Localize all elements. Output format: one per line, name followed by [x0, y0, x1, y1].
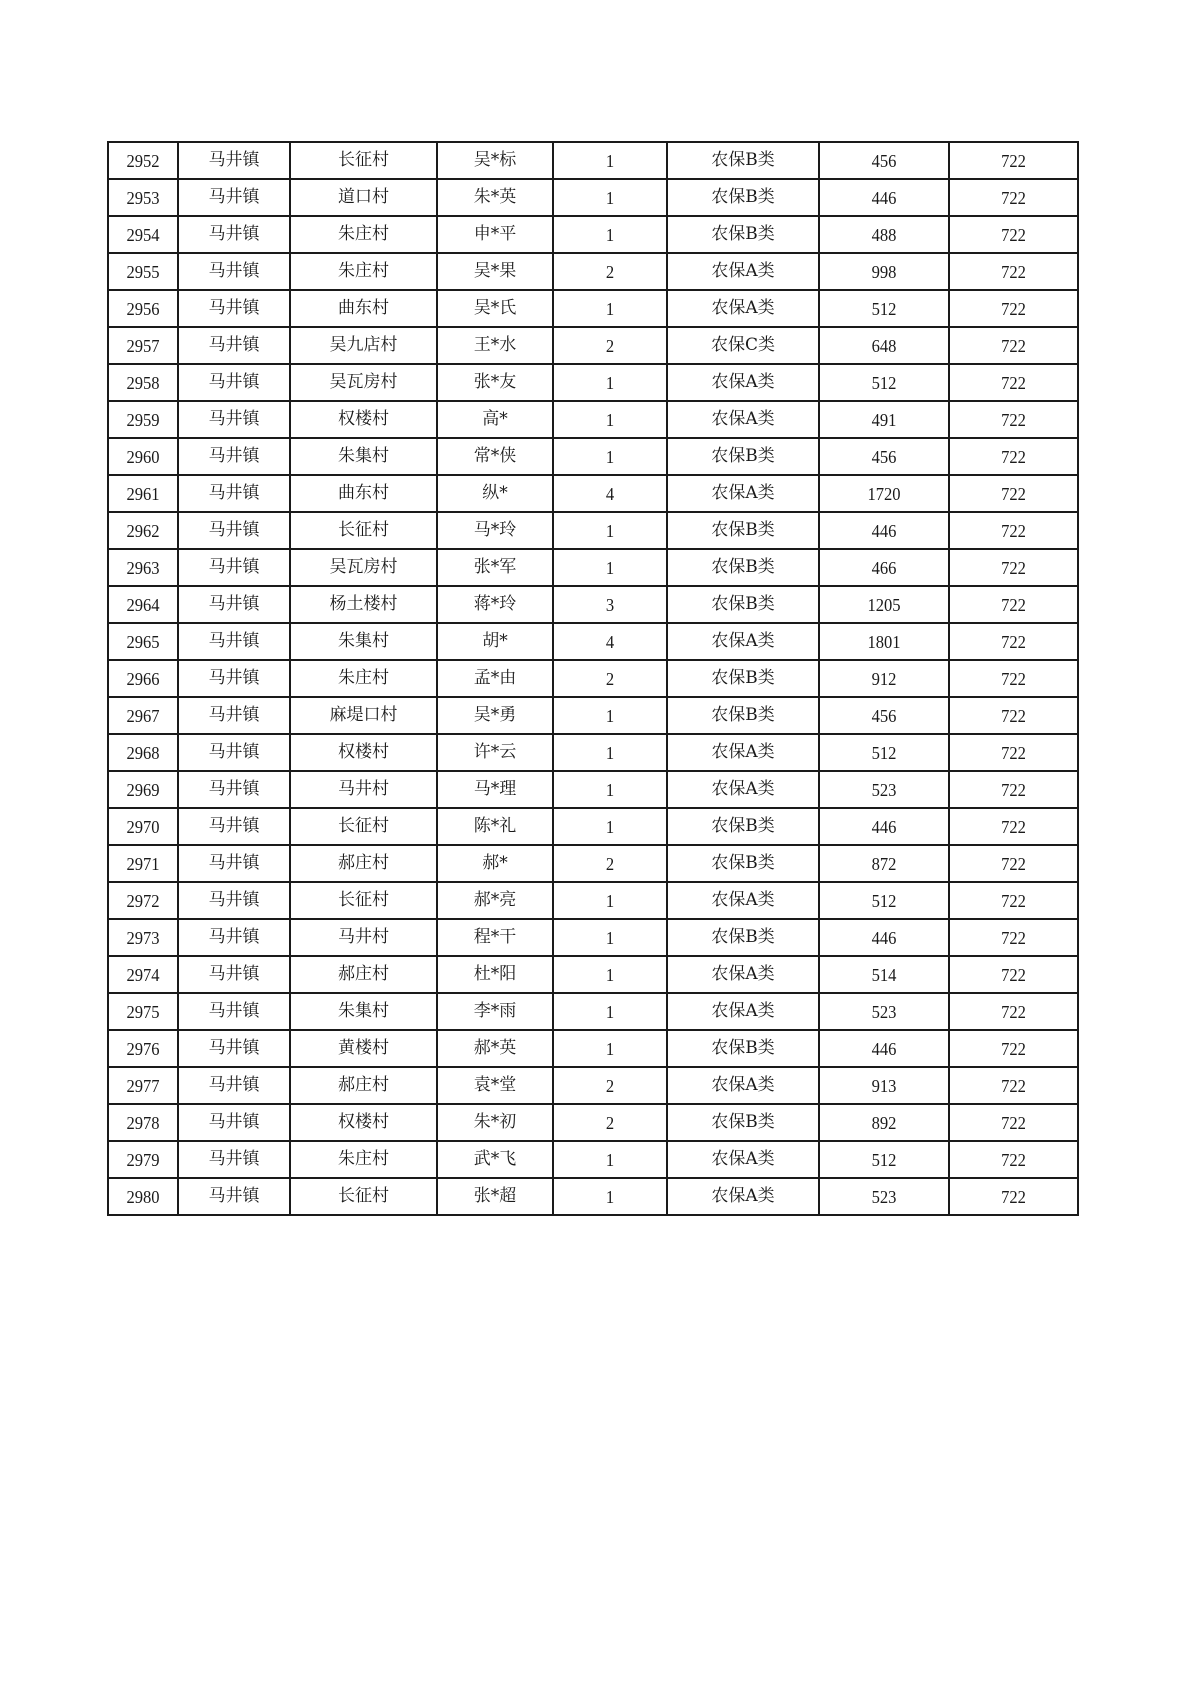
cell-amount: 648 [824, 327, 944, 364]
cell-id: 2954 [111, 216, 175, 253]
cell-count: 1 [558, 919, 663, 956]
cell-id: 2975 [111, 993, 175, 1030]
cell-category: 农保B类 [667, 919, 819, 956]
cell-id: 2979 [111, 1141, 175, 1178]
cell-name: 张*友 [437, 364, 553, 401]
cell-standard: 722 [954, 253, 1073, 290]
cell-village: 吴瓦房村 [290, 364, 437, 401]
cell-category: 农保B类 [667, 1104, 819, 1141]
cell-name: 李*雨 [437, 993, 553, 1030]
cell-name: 杜*阳 [437, 956, 553, 993]
cell-standard: 722 [954, 512, 1073, 549]
table-row [108, 919, 1078, 956]
cell-count: 2 [558, 1104, 663, 1141]
table-row [108, 179, 1078, 216]
cell-count: 4 [558, 475, 663, 512]
table-row [108, 512, 1078, 549]
cell-standard: 722 [954, 697, 1073, 734]
table-row [108, 1141, 1078, 1178]
cell-town: 马井镇 [178, 253, 290, 290]
cell-town: 马井镇 [178, 216, 290, 253]
cell-count: 2 [558, 327, 663, 364]
cell-town: 马井镇 [178, 1178, 290, 1215]
cell-id: 2962 [111, 512, 175, 549]
cell-id: 2960 [111, 438, 175, 475]
cell-village: 朱集村 [290, 993, 437, 1030]
cell-village: 朱集村 [290, 438, 437, 475]
cell-name: 吴*氏 [437, 290, 553, 327]
cell-amount: 523 [824, 993, 944, 1030]
cell-amount: 446 [824, 512, 944, 549]
table-row [108, 1030, 1078, 1067]
cell-category: 农保A类 [667, 1178, 819, 1215]
cell-town: 马井镇 [178, 882, 290, 919]
cell-count: 1 [558, 1141, 663, 1178]
cell-amount: 488 [824, 216, 944, 253]
cell-category: 农保A类 [667, 771, 819, 808]
cell-standard: 722 [954, 179, 1073, 216]
beneficiary-table [107, 141, 1079, 1216]
cell-count: 1 [558, 882, 663, 919]
cell-name: 吴*勇 [437, 697, 553, 734]
cell-amount: 512 [824, 1141, 944, 1178]
cell-town: 马井镇 [178, 845, 290, 882]
cell-village: 吴瓦房村 [290, 549, 437, 586]
cell-name: 郝*英 [437, 1030, 553, 1067]
cell-village: 杨土楼村 [290, 586, 437, 623]
cell-count: 2 [558, 845, 663, 882]
table-row [108, 290, 1078, 327]
cell-category: 农保B类 [667, 179, 819, 216]
cell-village: 黄楼村 [290, 1030, 437, 1067]
cell-category: 农保B类 [667, 1030, 819, 1067]
cell-id: 2957 [111, 327, 175, 364]
cell-amount: 446 [824, 1030, 944, 1067]
cell-standard: 722 [954, 882, 1073, 919]
cell-village: 朱集村 [290, 623, 437, 660]
cell-name: 马*玲 [437, 512, 553, 549]
cell-standard: 722 [954, 142, 1073, 179]
cell-village: 长征村 [290, 142, 437, 179]
cell-standard: 722 [954, 438, 1073, 475]
table-row [108, 993, 1078, 1030]
cell-name: 常*侠 [437, 438, 553, 475]
cell-name: 吴*标 [437, 142, 553, 179]
table-row [108, 771, 1078, 808]
cell-amount: 446 [824, 179, 944, 216]
cell-standard: 722 [954, 660, 1073, 697]
table-row [108, 549, 1078, 586]
table-row [108, 586, 1078, 623]
cell-amount: 512 [824, 734, 944, 771]
cell-standard: 722 [954, 1104, 1073, 1141]
cell-category: 农保A类 [667, 1067, 819, 1104]
cell-standard: 722 [954, 845, 1073, 882]
cell-name: 武*飞 [437, 1141, 553, 1178]
cell-id: 2973 [111, 919, 175, 956]
cell-amount: 1720 [824, 475, 944, 512]
cell-town: 马井镇 [178, 993, 290, 1030]
table-row [108, 956, 1078, 993]
cell-category: 农保B类 [667, 845, 819, 882]
cell-village: 郝庄村 [290, 956, 437, 993]
cell-amount: 456 [824, 438, 944, 475]
cell-name: 张*军 [437, 549, 553, 586]
cell-town: 马井镇 [178, 660, 290, 697]
cell-category: 农保B类 [667, 438, 819, 475]
cell-town: 马井镇 [178, 623, 290, 660]
cell-count: 1 [558, 512, 663, 549]
cell-village: 长征村 [290, 808, 437, 845]
cell-category: 农保B类 [667, 549, 819, 586]
cell-category: 农保A类 [667, 623, 819, 660]
cell-village: 道口村 [290, 179, 437, 216]
cell-town: 马井镇 [178, 327, 290, 364]
cell-count: 1 [558, 290, 663, 327]
cell-id: 2967 [111, 697, 175, 734]
cell-town: 马井镇 [178, 290, 290, 327]
cell-amount: 1801 [824, 623, 944, 660]
cell-count: 2 [558, 1067, 663, 1104]
cell-name: 申*平 [437, 216, 553, 253]
cell-amount: 913 [824, 1067, 944, 1104]
cell-name: 朱*英 [437, 179, 553, 216]
cell-category: 农保A类 [667, 1141, 819, 1178]
cell-id: 2965 [111, 623, 175, 660]
cell-category: 农保B类 [667, 216, 819, 253]
cell-id: 2977 [111, 1067, 175, 1104]
cell-id: 2972 [111, 882, 175, 919]
cell-name: 纵* [437, 475, 553, 512]
cell-name: 孟*由 [437, 660, 553, 697]
table-row [108, 438, 1078, 475]
cell-id: 2952 [111, 142, 175, 179]
cell-town: 马井镇 [178, 549, 290, 586]
cell-id: 2959 [111, 401, 175, 438]
table-row [108, 623, 1078, 660]
cell-category: 农保A类 [667, 364, 819, 401]
cell-name: 陈*礼 [437, 808, 553, 845]
cell-town: 马井镇 [178, 734, 290, 771]
cell-amount: 912 [824, 660, 944, 697]
table-row [108, 845, 1078, 882]
table-row [108, 142, 1078, 179]
table-row [108, 216, 1078, 253]
cell-village: 长征村 [290, 882, 437, 919]
cell-amount: 872 [824, 845, 944, 882]
cell-town: 马井镇 [178, 697, 290, 734]
cell-town: 马井镇 [178, 771, 290, 808]
cell-village: 郝庄村 [290, 845, 437, 882]
table-row [108, 253, 1078, 290]
cell-category: 农保C类 [667, 327, 819, 364]
cell-name: 马*理 [437, 771, 553, 808]
table-row [108, 401, 1078, 438]
cell-id: 2978 [111, 1104, 175, 1141]
cell-standard: 722 [954, 919, 1073, 956]
cell-village: 马井村 [290, 771, 437, 808]
cell-town: 马井镇 [178, 142, 290, 179]
cell-village: 郝庄村 [290, 1067, 437, 1104]
cell-village: 马井村 [290, 919, 437, 956]
cell-standard: 722 [954, 734, 1073, 771]
cell-category: 农保A类 [667, 956, 819, 993]
cell-standard: 722 [954, 1067, 1073, 1104]
cell-town: 马井镇 [178, 475, 290, 512]
cell-town: 马井镇 [178, 956, 290, 993]
cell-standard: 722 [954, 290, 1073, 327]
cell-amount: 491 [824, 401, 944, 438]
cell-amount: 466 [824, 549, 944, 586]
cell-amount: 456 [824, 697, 944, 734]
cell-category: 农保B类 [667, 586, 819, 623]
cell-category: 农保A类 [667, 993, 819, 1030]
cell-name: 王*水 [437, 327, 553, 364]
cell-amount: 998 [824, 253, 944, 290]
cell-town: 马井镇 [178, 1030, 290, 1067]
cell-count: 1 [558, 956, 663, 993]
cell-id: 2971 [111, 845, 175, 882]
cell-name: 许*云 [437, 734, 553, 771]
cell-count: 1 [558, 438, 663, 475]
cell-count: 1 [558, 549, 663, 586]
cell-count: 1 [558, 364, 663, 401]
cell-standard: 722 [954, 327, 1073, 364]
cell-name: 郝* [437, 845, 553, 882]
table-row [108, 327, 1078, 364]
cell-count: 1 [558, 771, 663, 808]
table-row [108, 697, 1078, 734]
cell-village: 朱庄村 [290, 660, 437, 697]
cell-count: 1 [558, 179, 663, 216]
cell-name: 吴*果 [437, 253, 553, 290]
cell-town: 马井镇 [178, 1104, 290, 1141]
cell-name: 胡* [437, 623, 553, 660]
cell-id: 2970 [111, 808, 175, 845]
cell-village: 朱庄村 [290, 216, 437, 253]
cell-standard: 722 [954, 1030, 1073, 1067]
cell-town: 马井镇 [178, 808, 290, 845]
cell-town: 马井镇 [178, 401, 290, 438]
table-body [108, 142, 1078, 1215]
cell-id: 2953 [111, 179, 175, 216]
table-row [108, 1067, 1078, 1104]
cell-standard: 722 [954, 586, 1073, 623]
cell-count: 1 [558, 401, 663, 438]
cell-village: 朱庄村 [290, 253, 437, 290]
cell-category: 农保B类 [667, 512, 819, 549]
cell-id: 2964 [111, 586, 175, 623]
cell-id: 2969 [111, 771, 175, 808]
cell-count: 2 [558, 253, 663, 290]
table-row [108, 660, 1078, 697]
cell-village: 吴九店村 [290, 327, 437, 364]
cell-category: 农保A类 [667, 401, 819, 438]
cell-category: 农保B类 [667, 808, 819, 845]
cell-town: 马井镇 [178, 586, 290, 623]
cell-town: 马井镇 [178, 919, 290, 956]
cell-town: 马井镇 [178, 1141, 290, 1178]
cell-count: 1 [558, 1030, 663, 1067]
cell-amount: 446 [824, 808, 944, 845]
cell-village: 权楼村 [290, 1104, 437, 1141]
cell-category: 农保A类 [667, 253, 819, 290]
cell-category: 农保B类 [667, 142, 819, 179]
cell-id: 2976 [111, 1030, 175, 1067]
cell-category: 农保A类 [667, 290, 819, 327]
cell-amount: 892 [824, 1104, 944, 1141]
cell-village: 权楼村 [290, 401, 437, 438]
cell-id: 2961 [111, 475, 175, 512]
cell-standard: 722 [954, 1178, 1073, 1215]
cell-category: 农保B类 [667, 660, 819, 697]
cell-count: 4 [558, 623, 663, 660]
cell-name: 袁*堂 [437, 1067, 553, 1104]
cell-standard: 722 [954, 771, 1073, 808]
cell-amount: 514 [824, 956, 944, 993]
cell-village: 朱庄村 [290, 1141, 437, 1178]
cell-town: 马井镇 [178, 512, 290, 549]
cell-count: 1 [558, 993, 663, 1030]
cell-village: 权楼村 [290, 734, 437, 771]
cell-name: 蒋*玲 [437, 586, 553, 623]
cell-amount: 523 [824, 771, 944, 808]
cell-town: 马井镇 [178, 364, 290, 401]
cell-standard: 722 [954, 364, 1073, 401]
cell-town: 马井镇 [178, 438, 290, 475]
cell-village: 曲东村 [290, 475, 437, 512]
cell-category: 农保A类 [667, 882, 819, 919]
cell-count: 1 [558, 1178, 663, 1215]
cell-town: 马井镇 [178, 179, 290, 216]
cell-standard: 722 [954, 1141, 1073, 1178]
cell-standard: 722 [954, 623, 1073, 660]
cell-category: 农保A类 [667, 475, 819, 512]
cell-amount: 1205 [824, 586, 944, 623]
cell-id: 2958 [111, 364, 175, 401]
cell-name: 张*超 [437, 1178, 553, 1215]
cell-count: 1 [558, 734, 663, 771]
table-row [108, 475, 1078, 512]
cell-category: 农保A类 [667, 734, 819, 771]
cell-village: 曲东村 [290, 290, 437, 327]
cell-amount: 512 [824, 290, 944, 327]
cell-standard: 722 [954, 216, 1073, 253]
cell-count: 1 [558, 808, 663, 845]
cell-count: 1 [558, 142, 663, 179]
cell-town: 马井镇 [178, 1067, 290, 1104]
cell-village: 长征村 [290, 1178, 437, 1215]
cell-village: 麻堤口村 [290, 697, 437, 734]
cell-name: 高* [437, 401, 553, 438]
cell-standard: 722 [954, 993, 1073, 1030]
table-row [108, 1104, 1078, 1141]
cell-amount: 512 [824, 364, 944, 401]
cell-standard: 722 [954, 475, 1073, 512]
cell-name: 朱*初 [437, 1104, 553, 1141]
cell-standard: 722 [954, 401, 1073, 438]
cell-standard: 722 [954, 808, 1073, 845]
cell-amount: 512 [824, 882, 944, 919]
cell-amount: 456 [824, 142, 944, 179]
cell-count: 3 [558, 586, 663, 623]
cell-category: 农保B类 [667, 697, 819, 734]
cell-id: 2980 [111, 1178, 175, 1215]
cell-id: 2968 [111, 734, 175, 771]
table-row [108, 364, 1078, 401]
cell-id: 2963 [111, 549, 175, 586]
cell-name: 郝*亮 [437, 882, 553, 919]
cell-id: 2974 [111, 956, 175, 993]
table-row [108, 808, 1078, 845]
cell-name: 程*干 [437, 919, 553, 956]
table-row [108, 882, 1078, 919]
table-row [108, 734, 1078, 771]
cell-amount: 523 [824, 1178, 944, 1215]
cell-village: 长征村 [290, 512, 437, 549]
cell-standard: 722 [954, 956, 1073, 993]
cell-id: 2956 [111, 290, 175, 327]
cell-amount: 446 [824, 919, 944, 956]
cell-standard: 722 [954, 549, 1073, 586]
cell-count: 2 [558, 660, 663, 697]
table-row [108, 1178, 1078, 1215]
cell-id: 2966 [111, 660, 175, 697]
cell-id: 2955 [111, 253, 175, 290]
cell-count: 1 [558, 697, 663, 734]
cell-count: 1 [558, 216, 663, 253]
